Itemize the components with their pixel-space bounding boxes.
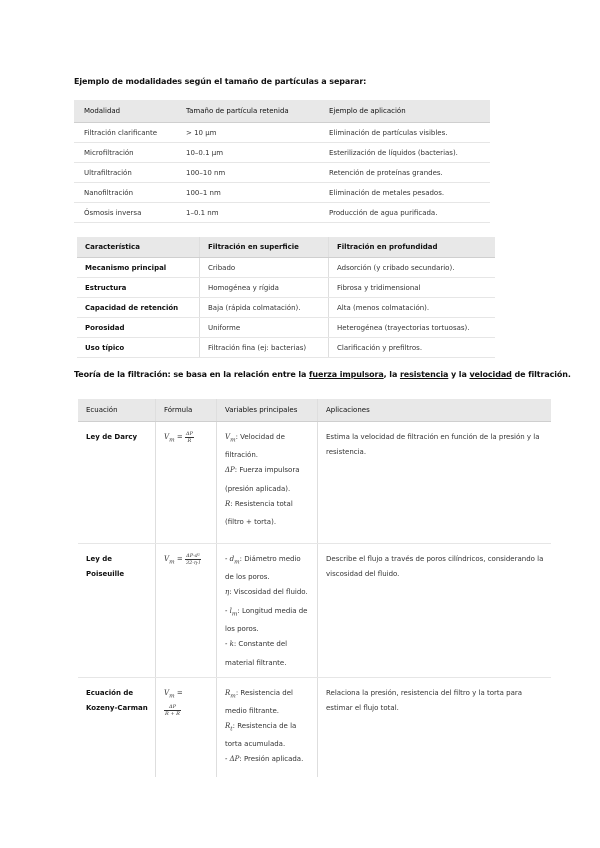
equations-table (78, 399, 551, 777)
table-row (74, 203, 490, 223)
theory-separator: y la (448, 370, 470, 379)
formula-numerator: ΔP·d² (186, 552, 200, 559)
table-row (74, 163, 490, 183)
table-cell: Uso típico (77, 338, 200, 358)
formula-numerator: ΔP (164, 704, 181, 711)
variable-item: - k: Constante del material filtrante. (225, 640, 288, 667)
variable-item: R: Resistencia total (filtro + torta). (225, 499, 293, 527)
table-cell: Clarificación y prefiltros. (329, 338, 496, 358)
variable-item: $V_m$: Velocidad de filtración. (225, 433, 285, 460)
equation-application: Relaciona la presión, resistencia del filtro y la torta para estimar el flujo total. (318, 677, 552, 777)
equation-formula (156, 422, 217, 544)
variable-item: η: Viscosidad del fluido. (225, 588, 308, 597)
theory-term-resistance: resistencia (399, 370, 449, 379)
table-cell: Producción de agua purificada. (319, 203, 490, 223)
table-cell: Uniforme (200, 318, 329, 338)
table-cell: Alta (menos colmatación). (329, 298, 496, 318)
table-cell: Esterilización de líquidos (bacterias). (319, 143, 490, 163)
equation-formula (156, 677, 217, 777)
table-cell: Homogénea y rígida (200, 278, 329, 298)
table-cell: Porosidad (77, 318, 200, 338)
equation-name: Ley de Poiseuille (78, 544, 156, 678)
formula-fraction (185, 431, 194, 444)
variable-item: $R_t$: Resistencia de la torta acumulada. (225, 721, 297, 749)
variable-item: - ΔP: Presión aplicada. (225, 755, 304, 764)
formula-denominator: R (187, 437, 192, 444)
column-header: Aplicaciones (318, 399, 552, 422)
formula-lhs: V (164, 433, 170, 441)
table-header-row (77, 237, 495, 258)
table-cell: 1–0.1 nm (176, 203, 319, 223)
column-header: Filtración en profundidad (329, 237, 496, 258)
column-header: Modalidad (74, 100, 176, 123)
equation-name: Ley de Darcy (78, 422, 156, 544)
table-cell: Capacidad de retención (77, 298, 200, 318)
table-cell: 10–0.1 µm (176, 143, 319, 163)
table-row (74, 143, 490, 163)
table-cell: 100–10 nm (176, 163, 319, 183)
table-cell: Baja (rápida colmatación). (200, 298, 329, 318)
table-row (77, 258, 495, 278)
formula-equals: = (174, 433, 185, 441)
theory-separator: , la (383, 370, 400, 379)
intro-heading: Ejemplo de modalidades según el tamaño de partículas a separar: (74, 77, 367, 86)
table-cell: > 10 µm (176, 123, 319, 143)
table-row (77, 278, 495, 298)
table-row (78, 677, 551, 777)
table-row (77, 298, 495, 318)
formula-lhs: V (164, 688, 170, 697)
modalities-table (74, 100, 490, 223)
table-cell: Eliminación de metales pesados. (319, 183, 490, 203)
table-header-row (74, 100, 490, 123)
variable-item: - $l_m$: Longitud media de los poros. (225, 606, 308, 634)
equation-application: Describe el flujo a través de poros cilíndricos, considerando la viscosidad del fluido. (318, 544, 552, 678)
table-row (74, 123, 490, 143)
column-header: Fórmula (156, 399, 217, 422)
table-cell: Nanofiltración (74, 183, 176, 203)
table-cell: Fibrosa y tridimensional (329, 278, 496, 298)
formula-subscript: m (169, 692, 175, 699)
table-row (74, 183, 490, 203)
formula-equals: = (174, 688, 183, 697)
table-cell: Filtración fina (ej: bacterias) (200, 338, 329, 358)
table-cell: Cribado (200, 258, 329, 278)
table-cell: Mecanismo principal (77, 258, 200, 278)
formula-fraction (164, 704, 181, 717)
table-row (77, 318, 495, 338)
column-header: Tamaño de partícula retenida (176, 100, 319, 123)
formula-denominator: R + R (165, 711, 180, 718)
equation-name: Ecuación de Kozeny-Carman (86, 688, 148, 712)
column-header: Característica (77, 237, 200, 258)
variable-item: - $d_m$: Diámetro medio de los poros. (225, 555, 301, 582)
theory-suffix: de filtración. (511, 370, 571, 379)
equation-variables (217, 677, 318, 777)
formula-denominator: 32·η·l (185, 559, 201, 566)
table-cell: Heterogénea (trayectorias tortuosas). (329, 318, 496, 338)
table-cell: Eliminación de partículas visibles. (319, 123, 490, 143)
table-cell: Microfiltración (74, 143, 176, 163)
formula-fraction (185, 553, 201, 566)
theory-heading (74, 370, 571, 379)
theory-term-velocity: velocidad (469, 370, 512, 379)
equation-application: Estima la velocidad de filtración en función de la presión y la resistencia. (318, 422, 552, 544)
variable-item: ΔP: Fuerza impulsora (presión aplicada). (225, 466, 300, 493)
column-header: Ecuación (78, 399, 156, 422)
table-row (78, 422, 551, 544)
equation-variables (217, 544, 318, 678)
variable-item: $R_m$: Resistencia del medio filtrante. (225, 688, 293, 715)
table-row (77, 338, 495, 358)
table-cell: Retención de proteínas grandes. (319, 163, 490, 183)
table-cell: Adsorción (y cribado secundario). (329, 258, 496, 278)
table-cell: Filtración clarificante (74, 123, 176, 143)
formula-lhs: V (164, 555, 170, 563)
theory-prefix: Teoría de la filtración: se basa en la relación entre la (74, 370, 310, 379)
formula-equals: = (174, 555, 185, 563)
column-header: Ejemplo de aplicación (319, 100, 490, 123)
theory-term-driving-force: fuerza impulsora (309, 370, 384, 379)
table-row (78, 544, 551, 678)
formula-subscript: m (169, 559, 175, 566)
formula-subscript: m (169, 437, 175, 444)
formula-numerator: ΔP (185, 430, 193, 437)
table-cell: Ósmosis inversa (74, 203, 176, 223)
equation-variables (217, 422, 318, 544)
table-cell: 100–1 nm (176, 183, 319, 203)
column-header: Variables principales (217, 399, 318, 422)
table-header-row (78, 399, 551, 422)
table-cell: Ultrafiltración (74, 163, 176, 183)
table-cell: Estructura (77, 278, 200, 298)
column-header: Filtración en superficie (200, 237, 329, 258)
filtration-type-table (77, 237, 495, 358)
equation-formula (156, 544, 217, 678)
